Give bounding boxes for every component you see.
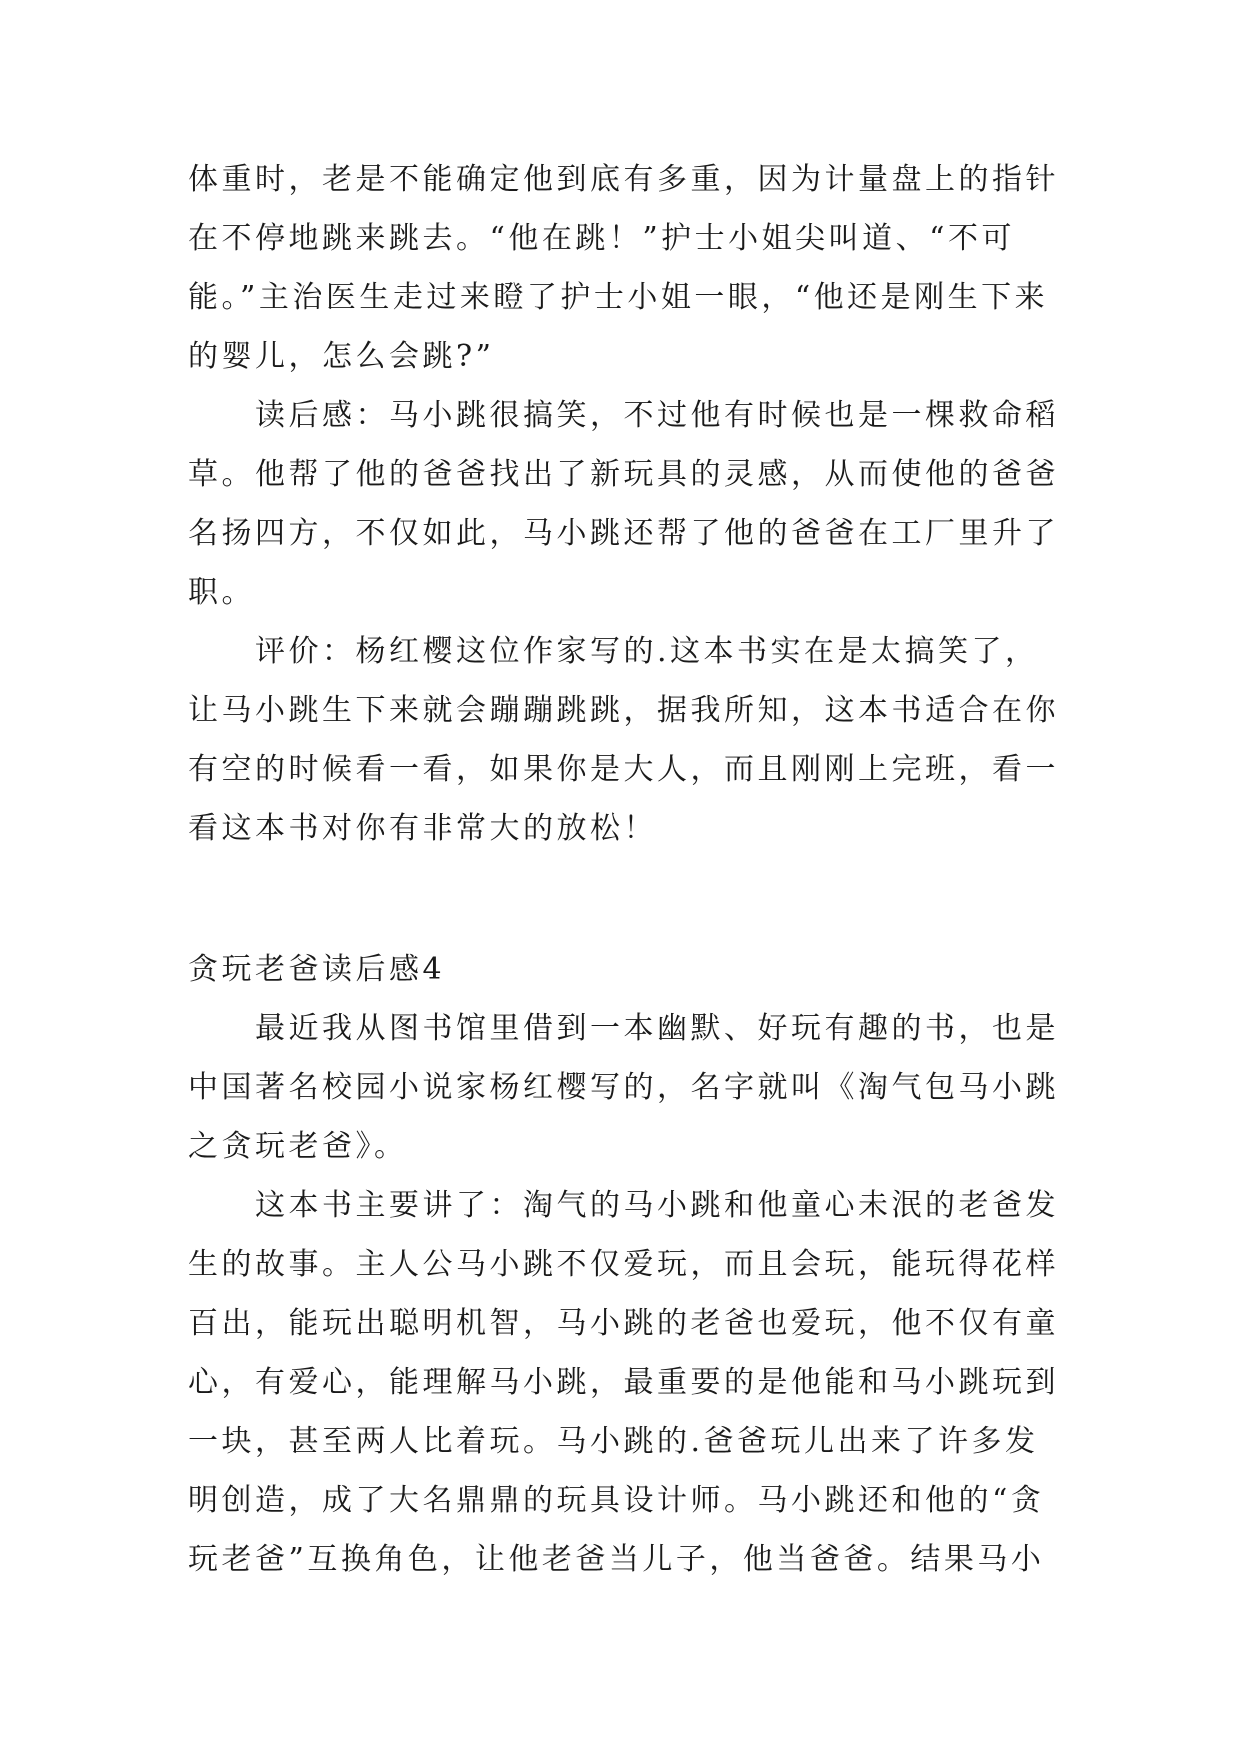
paragraph-line: 心，有爱心，能理解马小跳，最重要的是他能和马小跳玩到 <box>188 1365 1059 1400</box>
paragraph-line: 中国著名校园小说家杨红樱写的，名字就叫《淘气包马小跳 <box>188 1070 1059 1105</box>
paragraph-line: 读后感：马小跳很搞笑，不过他有时候也是一棵救命稻 <box>188 398 1059 433</box>
section-review-3-continued <box>188 150 1059 858</box>
section-spacer <box>188 858 1054 940</box>
paragraph-line: 体重时，老是不能确定他到底有多重，因为计量盘上的指针 <box>188 162 1059 197</box>
paragraph-line: 最近我从图书馆里借到一本幽默、好玩有趣的书，也是 <box>188 1011 1059 1046</box>
paragraph-line: 评价：杨红樱这位作家写的.这本书实在是太搞笑了， <box>188 634 1039 669</box>
paragraph-line: 的婴儿，怎么会跳?” <box>188 339 495 374</box>
paragraph-line: 之贪玩老爸》。 <box>188 1129 408 1164</box>
section-review-4 <box>188 940 1059 1589</box>
paragraph-line: 看这本书对你有非常大的放松！ <box>188 811 657 846</box>
paragraph-line: 草。他帮了他的爸爸找出了新玩具的灵感，从而使他的爸爸 <box>188 457 1059 492</box>
paragraph-line: 能。”主治医生走过来瞪了护士小姐一眼，“他还是刚生下来 <box>188 280 1049 315</box>
paragraph-line: 职。 <box>188 575 255 610</box>
paragraph-line: 名扬四方，不仅如此，马小跳还帮了他的爸爸在工厂里升了 <box>188 516 1059 551</box>
paragraph-line: 明创造，成了大名鼎鼎的玩具设计师。马小跳还和他的“贪 <box>188 1483 1045 1518</box>
paragraph-line: 百出，能玩出聪明机智，马小跳的老爸也爱玩，他不仅有童 <box>188 1306 1059 1341</box>
paragraph-line: 在不停地跳来跳去。“他在跳！”护士小姐尖叫道、“不可 <box>188 221 1016 256</box>
paragraph-line: 让马小跳生下来就会蹦蹦跳跳，据我所知，这本书适合在你 <box>188 693 1059 728</box>
document-body <box>188 150 1059 1589</box>
section-heading: 贪玩老爸读后感4 <box>188 952 446 987</box>
paragraph-line: 一块，甚至两人比着玩。马小跳的.爸爸玩儿出来了许多发 <box>188 1424 1039 1459</box>
paragraph-line: 有空的时候看一看，如果你是大人，而且刚刚上完班，看一 <box>188 752 1059 787</box>
paragraph-line: 玩老爸”互换角色，让他老爸当儿子，他当爸爸。结果马小 <box>188 1542 1045 1577</box>
paragraph-line: 这本书主要讲了：淘气的马小跳和他童心未泯的老爸发 <box>188 1188 1059 1223</box>
paragraph-line: 生的故事。主人公马小跳不仅爱玩，而且会玩，能玩得花样 <box>188 1247 1059 1282</box>
